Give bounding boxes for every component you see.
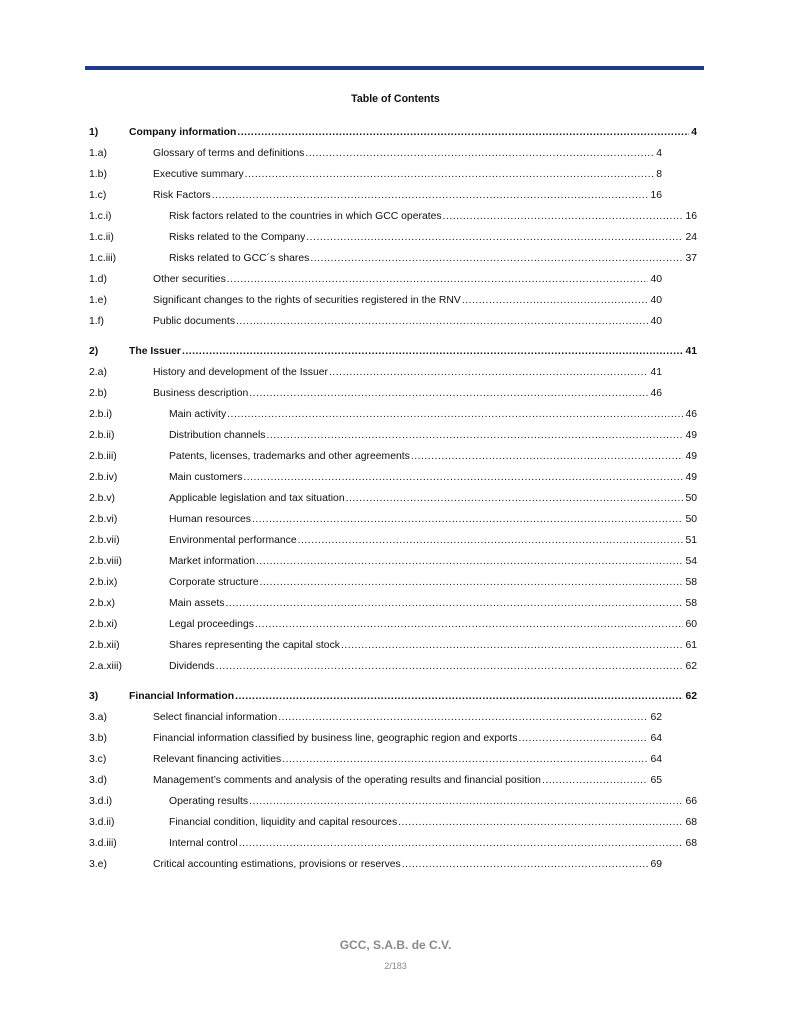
toc-entry-title: Relevant financing activities xyxy=(153,754,282,765)
toc-entry-line xyxy=(169,467,697,488)
toc-entry-page: 54 xyxy=(685,556,697,567)
toc-entry-title: Main activity xyxy=(169,409,227,420)
toc-entry-page: 66 xyxy=(685,796,697,807)
toc-entry-page: 69 xyxy=(650,859,662,870)
toc-entry[interactable] xyxy=(89,404,697,425)
toc-dot-leader xyxy=(411,446,684,467)
toc-dot-leader xyxy=(227,404,683,425)
toc-section-entry[interactable] xyxy=(89,122,697,143)
toc-entry-title: Management’s comments and analysis of the operating results and financial position xyxy=(153,775,541,786)
toc-entry-title: Other securities xyxy=(153,274,226,285)
toc-entry-number: 3.d.iii) xyxy=(89,838,117,849)
toc-entry[interactable] xyxy=(89,593,697,614)
toc-entry-line xyxy=(129,341,697,362)
toc-entry[interactable] xyxy=(89,833,697,854)
toc-dot-leader xyxy=(245,164,655,185)
toc-entry-line xyxy=(153,269,662,290)
toc-entry-line xyxy=(153,749,662,770)
toc-entry-number: 2.b) xyxy=(89,388,107,399)
toc-entry-number: 2.a) xyxy=(89,367,107,378)
toc-entry-page: 62 xyxy=(685,661,697,672)
toc-entry-page: 40 xyxy=(650,316,662,327)
toc-entry[interactable] xyxy=(89,707,697,728)
toc-entry[interactable] xyxy=(89,812,697,833)
toc-dot-leader xyxy=(252,509,683,530)
toc-entry-page: 46 xyxy=(685,409,697,420)
toc-entry-title: Shares representing the capital stock xyxy=(169,640,340,651)
toc-entry[interactable] xyxy=(89,791,697,812)
toc-entry-line xyxy=(153,728,662,749)
toc-entry-page: 58 xyxy=(685,577,697,588)
toc-dot-leader xyxy=(305,143,654,164)
toc-entry-title: Market information xyxy=(169,556,256,567)
toc-entry-page: 64 xyxy=(650,733,662,744)
toc-entry-number: 3.d) xyxy=(89,775,107,786)
toc-entry-number: 2.b.vii) xyxy=(89,535,120,546)
toc-entry-number: 3.e) xyxy=(89,859,107,870)
toc-entry-title: Patents, licenses, trademarks and other agreements xyxy=(169,451,410,462)
toc-section-entry[interactable] xyxy=(89,686,697,707)
toc-entry-title: Risks related to the Company xyxy=(169,232,306,243)
toc-entry-number: 2.b.xi) xyxy=(89,619,118,630)
toc-entry-page: 16 xyxy=(685,211,697,222)
toc-entry-line xyxy=(129,122,697,143)
toc-entry-line xyxy=(153,290,662,311)
toc-dot-leader xyxy=(212,185,649,206)
toc-entry-page: 60 xyxy=(685,619,697,630)
toc-entry-page: 61 xyxy=(685,640,697,651)
toc-entry[interactable] xyxy=(89,290,697,311)
toc-entry[interactable] xyxy=(89,635,697,656)
toc-entry-number: 1.e) xyxy=(89,295,107,306)
toc-entry-number: 2.a.xiii) xyxy=(89,661,122,672)
toc-entry-number: 2.b.iv) xyxy=(89,472,118,483)
toc-entry-title: Environmental performance xyxy=(169,535,297,546)
toc-entry-line xyxy=(153,362,662,383)
toc-dot-leader xyxy=(266,425,683,446)
toc-entry-number: 3.d.i) xyxy=(89,796,113,807)
toc-dot-leader xyxy=(398,812,683,833)
toc-entry-title: Applicable legislation and tax situation xyxy=(169,493,345,504)
toc-entry[interactable] xyxy=(89,383,697,404)
toc-entry-page: 4 xyxy=(691,127,697,138)
toc-entry-title: Main assets xyxy=(169,598,225,609)
toc-entry-title: Significant changes to the rights of securities registered in the RNV xyxy=(153,295,461,306)
toc-entry[interactable] xyxy=(89,854,697,875)
toc-entry-page: 65 xyxy=(650,775,662,786)
toc-entry-number: 2.b.v) xyxy=(89,493,115,504)
toc-entry-page: 49 xyxy=(685,430,697,441)
toc-entry-number: 2.b.ix) xyxy=(89,577,118,588)
toc-entry-page: 8 xyxy=(656,169,662,180)
toc-entry-number: 1.b) xyxy=(89,169,107,180)
toc-dot-leader xyxy=(402,854,649,875)
toc-entry-title: Corporate structure xyxy=(169,577,259,588)
toc-dot-leader xyxy=(243,467,683,488)
toc-dot-leader xyxy=(249,791,683,812)
toc-entry[interactable] xyxy=(89,572,697,593)
toc-entry-title: The Issuer xyxy=(129,346,181,357)
toc-entry[interactable] xyxy=(89,143,697,164)
toc-entry-title: History and development of the Issuer xyxy=(153,367,329,378)
toc-dot-leader xyxy=(182,341,683,362)
toc-entry[interactable] xyxy=(89,530,697,551)
toc-entry-number: 3.d.ii) xyxy=(89,817,115,828)
toc-entry-title: Risk Factors xyxy=(153,190,211,201)
toc-entry-page: 40 xyxy=(650,295,662,306)
toc-entry-number: 1.c.ii) xyxy=(89,232,114,243)
toc-entry-number: 3.a) xyxy=(89,712,107,723)
toc-entry-number: 1.c.i) xyxy=(89,211,112,222)
toc-entry[interactable] xyxy=(89,164,697,185)
toc-entry-title: Glossary of terms and definitions xyxy=(153,148,305,159)
toc-entry-page: 4 xyxy=(656,148,662,159)
toc-entry-number: 1.a) xyxy=(89,148,107,159)
toc-dot-leader xyxy=(235,686,683,707)
toc-dot-leader xyxy=(256,551,683,572)
toc-entry-title: Public documents xyxy=(153,316,236,327)
toc-entry-line xyxy=(169,635,697,656)
toc-entry-title: Financial information classified by business line, geographic region and exports xyxy=(153,733,518,744)
toc-dot-leader xyxy=(346,488,684,509)
toc-entry-number: 2.b.vi) xyxy=(89,514,118,525)
toc-dot-leader xyxy=(310,248,683,269)
toc-dot-leader xyxy=(249,383,648,404)
toc-entry-page: 40 xyxy=(650,274,662,285)
toc-section-entry[interactable] xyxy=(89,341,697,362)
toc-entry-line xyxy=(153,143,662,164)
toc-entry-number: 2.b.ii) xyxy=(89,430,115,441)
toc-entry-number: 1.c.iii) xyxy=(89,253,117,264)
toc-dot-leader xyxy=(216,656,684,677)
toc-dot-leader xyxy=(306,227,683,248)
toc-entry-line xyxy=(169,551,697,572)
toc-entry-page: 41 xyxy=(650,367,662,378)
toc-dot-leader xyxy=(225,593,683,614)
toc-dot-leader xyxy=(239,833,684,854)
toc-entry-page: 58 xyxy=(685,598,697,609)
toc-entry-line xyxy=(169,614,697,635)
toc-entry-number: 1.f) xyxy=(89,316,105,327)
toc-dot-leader xyxy=(462,290,649,311)
toc-entry[interactable] xyxy=(89,425,697,446)
toc-entry-page: 50 xyxy=(685,493,697,504)
toc-entry-number: 2) xyxy=(89,346,99,357)
toc-entry-number: 2.b.iii) xyxy=(89,451,117,462)
toc-dot-leader xyxy=(542,770,648,791)
toc-entry-line xyxy=(169,488,697,509)
toc-entry-number: 2.b.xii) xyxy=(89,640,120,651)
toc-entry-number: 3.c) xyxy=(89,754,107,765)
toc-entry-title: Distribution channels xyxy=(169,430,266,441)
toc-entry-title: Financial condition, liquidity and capital resources xyxy=(169,817,398,828)
toc-entry-line xyxy=(153,854,662,875)
toc-entry[interactable] xyxy=(89,362,697,383)
toc-entry[interactable] xyxy=(89,269,697,290)
toc-entry[interactable] xyxy=(89,770,697,791)
toc-entry-title: Executive summary xyxy=(153,169,244,180)
toc-entry-line xyxy=(153,707,662,728)
toc-entry-line xyxy=(153,311,662,332)
toc-entry[interactable] xyxy=(89,656,697,677)
toc-dot-leader xyxy=(518,728,648,749)
toc-entry[interactable] xyxy=(89,185,697,206)
toc-entry-number: 2.b.x) xyxy=(89,598,115,609)
toc-entry-page: 62 xyxy=(685,691,697,702)
toc-entry-page: 16 xyxy=(650,190,662,201)
toc-entry[interactable] xyxy=(89,227,697,248)
toc-entry-number: 1.c) xyxy=(89,190,107,201)
toc-entry-number: 1) xyxy=(89,127,99,138)
toc-dot-leader xyxy=(227,269,649,290)
toc-entry-line xyxy=(169,833,697,854)
toc-entry-title: Internal control xyxy=(169,838,238,849)
toc-entry-line xyxy=(153,383,662,404)
toc-entry-page: 51 xyxy=(685,535,697,546)
toc-entry-line xyxy=(169,791,697,812)
toc-entry-page: 68 xyxy=(685,817,697,828)
toc-entry[interactable] xyxy=(89,551,697,572)
toc-entry[interactable] xyxy=(89,311,697,332)
toc-entry-page: 62 xyxy=(650,712,662,723)
toc-entry-line xyxy=(169,248,697,269)
toc-entry[interactable] xyxy=(89,248,697,269)
toc-dot-leader xyxy=(443,206,684,227)
toc-entry-title: Human resources xyxy=(169,514,252,525)
toc-dot-leader xyxy=(236,311,648,332)
toc-entry-page: 24 xyxy=(685,232,697,243)
toc-entry[interactable] xyxy=(89,614,697,635)
toc-entry-page: 64 xyxy=(650,754,662,765)
toc-entry-page: 50 xyxy=(685,514,697,525)
toc-entry-page: 37 xyxy=(685,253,697,264)
table-of-contents xyxy=(89,122,697,875)
toc-entry-title: Company information xyxy=(129,127,237,138)
toc-entry-line xyxy=(169,509,697,530)
toc-entry-page: 49 xyxy=(685,451,697,462)
toc-dot-leader xyxy=(255,614,684,635)
toc-entry-line xyxy=(153,770,662,791)
toc-entry[interactable] xyxy=(89,749,697,770)
toc-entry[interactable] xyxy=(89,446,697,467)
toc-entry-number: 3.b) xyxy=(89,733,107,744)
toc-dot-leader xyxy=(329,362,648,383)
toc-entry-number: 3) xyxy=(89,691,99,702)
toc-dot-leader xyxy=(298,530,684,551)
toc-entry-page: 46 xyxy=(650,388,662,399)
toc-entry-title: Critical accounting estimations, provisions or reserves xyxy=(153,859,401,870)
toc-entry[interactable] xyxy=(89,509,697,530)
toc-entry-line xyxy=(169,572,697,593)
toc-entry-title: Business description xyxy=(153,388,249,399)
footer-page-number: 2/183 xyxy=(384,961,407,971)
toc-entry[interactable] xyxy=(89,206,697,227)
toc-entry-title: Dividends xyxy=(169,661,215,672)
toc-entry-line xyxy=(169,206,697,227)
toc-dot-leader xyxy=(278,707,648,728)
toc-entry-title: Legal proceedings xyxy=(169,619,254,630)
toc-entry-page: 68 xyxy=(685,838,697,849)
toc-entry-title: Financial Information xyxy=(129,691,235,702)
toc-entry-line xyxy=(169,656,697,677)
toc-entry[interactable] xyxy=(89,728,697,749)
toc-title: Table of Contents xyxy=(351,93,440,105)
toc-entry-title: Risks related to GCC´s shares xyxy=(169,253,310,264)
toc-entry-line xyxy=(169,227,697,248)
toc-entry-title: Risk factors related to the countries in which GCC operates xyxy=(169,211,442,222)
toc-entry-line xyxy=(169,812,697,833)
toc-entry[interactable] xyxy=(89,467,697,488)
toc-entry-title: Main customers xyxy=(169,472,243,483)
toc-entry-line xyxy=(169,446,697,467)
toc-entry-number: 2.b.viii) xyxy=(89,556,122,567)
toc-entry-line xyxy=(153,164,662,185)
toc-entry-number: 1.d) xyxy=(89,274,107,285)
toc-entry-line xyxy=(153,185,662,206)
toc-entry-title: Select financial information xyxy=(153,712,278,723)
toc-entry-line xyxy=(129,686,697,707)
toc-dot-leader xyxy=(341,635,683,656)
toc-entry-page: 49 xyxy=(685,472,697,483)
toc-entry-title: Operating results xyxy=(169,796,249,807)
toc-entry-number: 2.b.i) xyxy=(89,409,113,420)
toc-entry-line xyxy=(169,404,697,425)
toc-entry-page: 41 xyxy=(685,346,697,357)
header-rule xyxy=(85,66,704,70)
toc-entry-line xyxy=(169,593,697,614)
toc-entry-line xyxy=(169,530,697,551)
footer-company-name: GCC, S.A.B. de C.V. xyxy=(339,938,452,952)
toc-dot-leader xyxy=(260,572,684,593)
toc-dot-leader xyxy=(237,122,689,143)
toc-entry[interactable] xyxy=(89,488,697,509)
toc-entry-line xyxy=(169,425,697,446)
toc-dot-leader xyxy=(282,749,648,770)
